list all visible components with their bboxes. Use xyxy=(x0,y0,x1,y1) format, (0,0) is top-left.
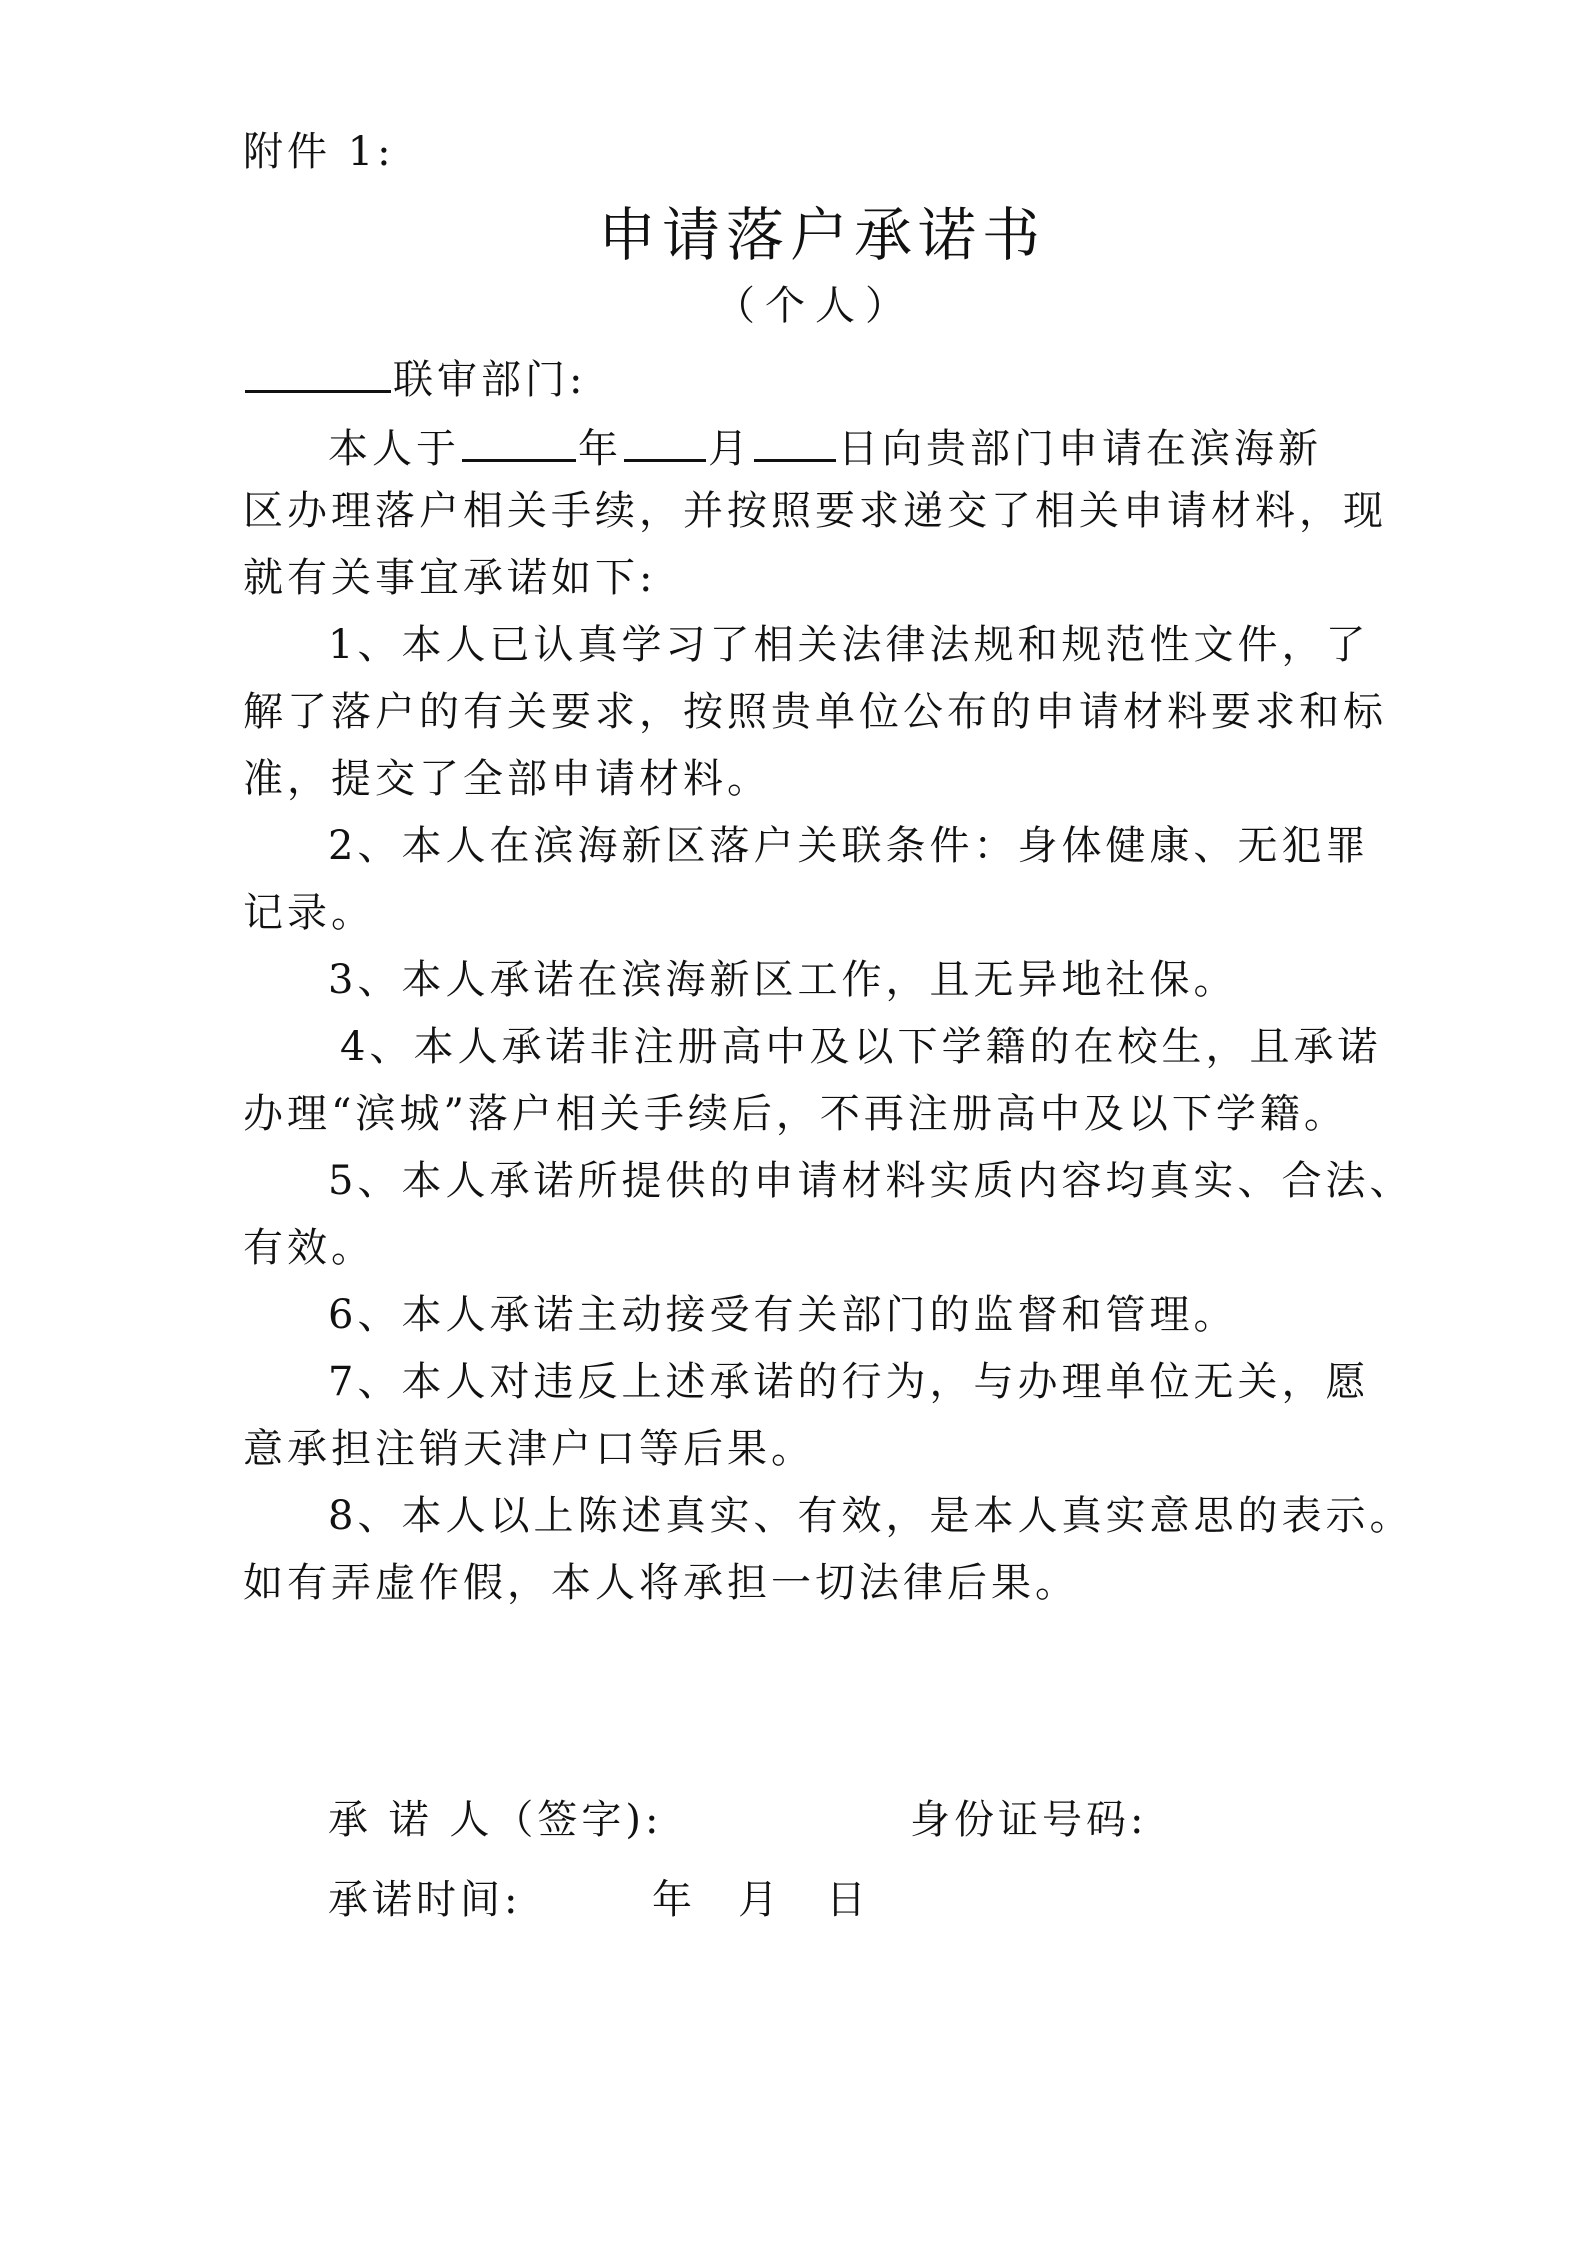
intro-month-label: 月 xyxy=(708,426,752,472)
intro-text: 本人于 xyxy=(328,426,460,472)
item-5-line-1: 5、本人承诺所提供的申请材料实质内容均真实、合法、 xyxy=(328,1158,1414,1204)
department-blank xyxy=(245,356,391,393)
id-number-label: 身份证号码: xyxy=(910,1797,1148,1843)
commitment-time-label: 承诺时间: xyxy=(328,1877,522,1923)
day-blank xyxy=(754,425,836,462)
intro-text: 日向贵部门申请在滨海新 xyxy=(838,426,1322,472)
item-7-line-2: 意承担注销天津户口等后果。 xyxy=(243,1426,815,1472)
item-3-line-1: 3、本人承诺在滨海新区工作，且无异地社保。 xyxy=(328,957,1238,1003)
item-4-line-2: 办理“滨城”落户相关手续后，不再注册高中及以下学籍。 xyxy=(243,1091,1348,1137)
item-4-line-1: 4、本人承诺非注册高中及以下学籍的在校生，且承诺 xyxy=(340,1024,1382,1070)
year-blank xyxy=(462,425,576,462)
intro-line-1 xyxy=(328,425,1322,472)
signature-day-label: 日 xyxy=(826,1877,870,1923)
addressee-line xyxy=(243,356,587,403)
document-subtitle: （个人） xyxy=(715,283,915,329)
intro-year-label: 年 xyxy=(578,426,622,472)
item-1-line-2: 解了落户的有关要求，按照贵单位公布的申请材料要求和标 xyxy=(243,689,1387,735)
signature-month-label: 月 xyxy=(738,1877,782,1923)
item-5-line-2: 有效。 xyxy=(243,1225,375,1271)
signer-label: 承 诺 人（签字): xyxy=(328,1797,663,1843)
item-2-line-1: 2、本人在滨海新区落户关联条件：身体健康、无犯罪 xyxy=(328,823,1370,869)
item-8-line-1: 8、本人以上陈述真实、有效，是本人真实意思的表示。 xyxy=(328,1493,1414,1539)
item-6-line-1: 6、本人承诺主动接受有关部门的监督和管理。 xyxy=(328,1292,1238,1338)
signature-year-label: 年 xyxy=(652,1877,696,1923)
month-blank xyxy=(624,425,706,462)
attachment-label: 附件 1: xyxy=(243,129,395,175)
item-2-line-2: 记录。 xyxy=(243,890,375,936)
intro-line-2: 区办理落户相关手续，并按照要求递交了相关申请材料，现 xyxy=(243,488,1387,534)
addressee-suffix: 联审部门: xyxy=(393,357,587,403)
document-title: 申请落户承诺书 xyxy=(598,201,1047,269)
item-8-line-2: 如有弄虚作假，本人将承担一切法律后果。 xyxy=(243,1560,1079,1606)
item-1-line-1: 1、本人已认真学习了相关法律法规和规范性文件，了 xyxy=(328,622,1370,668)
intro-line-3: 就有关事宜承诺如下: xyxy=(243,555,657,601)
item-7-line-1: 7、本人对违反上述承诺的行为，与办理单位无关，愿 xyxy=(328,1359,1370,1405)
item-1-line-3: 准，提交了全部申请材料。 xyxy=(243,756,771,802)
